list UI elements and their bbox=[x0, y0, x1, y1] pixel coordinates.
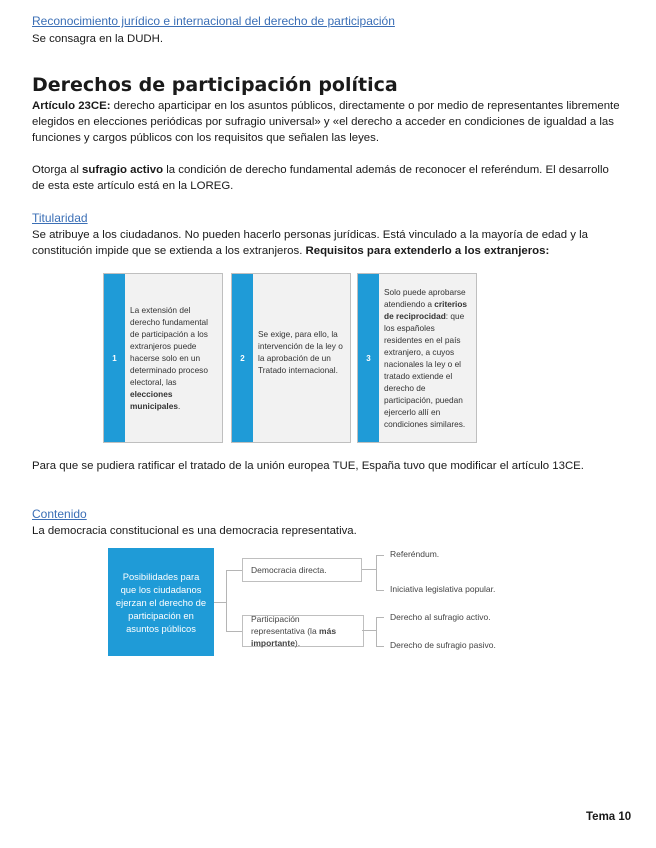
dudh-text: Se consagra en la DUDH. bbox=[32, 33, 164, 45]
diagram-connector bbox=[376, 555, 384, 556]
sufragio-paragraph bbox=[32, 162, 624, 194]
tue-paragraph: Para que se pudiera ratificar el tratado de la unión europea TUE, España tuvo que modificar el artículo 13CE. bbox=[32, 460, 584, 472]
rep-bold: más importante bbox=[251, 626, 337, 648]
diagram-connector bbox=[362, 569, 376, 570]
requirement-number: 3 bbox=[358, 274, 379, 442]
page-footer: Tema 10 bbox=[586, 811, 632, 823]
requirement-number: 1 bbox=[104, 274, 125, 442]
req1-bold: elecciones municipales bbox=[130, 389, 178, 411]
articulo-text: derecho aparticipar en los asuntos públicos, directamente o por medio de representantes libremente elegidos en elecciones periódicas por sufragio universal» y «el derecho a acceder en condiciones de igualdad a las funciones y cargos públicos con los requisitos que señalen las leyes. bbox=[32, 100, 620, 144]
diagram-connector bbox=[362, 630, 376, 631]
requirement-card-3 bbox=[357, 273, 477, 443]
section-link-contenido[interactable]: Contenido bbox=[32, 507, 87, 521]
requirement-text bbox=[130, 304, 218, 412]
participacion-representativa-box bbox=[242, 615, 364, 647]
sufragio-activo-bold: sufragio activo bbox=[82, 164, 164, 176]
leaf-sufragio-pasivo: Derecho de sufragio pasivo. bbox=[390, 640, 496, 650]
diagram-connector bbox=[226, 570, 227, 632]
diagram-connector bbox=[226, 570, 242, 571]
leaf-iniciativa: Iniciativa legislativa popular. bbox=[390, 584, 496, 594]
sufragio-text-b: la condición de derecho fundamental además de reconocer el referéndum. El desarrollo de esta este artículo está en la LOREG. bbox=[32, 164, 609, 192]
democracia-directa-box: Democracia directa. bbox=[242, 558, 362, 582]
articulo-23-paragraph bbox=[32, 98, 624, 146]
section-link-titularidad[interactable]: Titularidad bbox=[32, 211, 88, 225]
requirement-card-2 bbox=[231, 273, 351, 443]
rep-text-b: ). bbox=[294, 638, 301, 648]
titularidad-paragraph bbox=[32, 227, 630, 259]
req3-tail: : que los españoles residentes en el país extranjero, a cuyos nacionales la ley o el tratado extiende el derecho de participación, puedan ejercerlo allí en condiciones similares. bbox=[384, 311, 466, 429]
diagram-root-text: Posibilidades para que los ciudadanos ejerzan el derecho de participación en asuntos públicos bbox=[115, 570, 207, 634]
req1-text: La extensión del derecho fundamental de participación a los extranjeros puede hacerse solo en un determinado proceso electoral, las bbox=[130, 305, 208, 387]
requisitos-bold: Requisitos para extenderlo a los extranjeros: bbox=[305, 245, 550, 257]
diagram-root bbox=[108, 548, 214, 656]
diagram-connector bbox=[376, 646, 384, 647]
leaf-referendum: Referéndum. bbox=[390, 549, 440, 559]
articulo-label: Artículo 23CE: bbox=[32, 100, 111, 112]
requirement-card-1 bbox=[103, 273, 223, 443]
requirement-number: 2 bbox=[232, 274, 253, 442]
req3-text: Solo puede aprobarse atendiendo a bbox=[384, 287, 466, 309]
diagram-connector bbox=[226, 631, 242, 632]
rep-text-a: Participación representativa (la bbox=[251, 614, 320, 636]
diagram-connector bbox=[214, 602, 226, 603]
section-link-reconocimiento[interactable]: Reconocimiento jurídico e internacional del derecho de participación bbox=[32, 14, 395, 28]
sufragio-text-a: Otorga al bbox=[32, 164, 83, 176]
requirement-text bbox=[384, 286, 474, 430]
page-heading: Derechos de participación política bbox=[32, 74, 398, 96]
contenido-text: La democracia constitucional es una democracia representativa. bbox=[32, 525, 357, 537]
titularidad-text: Se atribuye a los ciudadanos. No pueden hacerlo personas jurídicas. Está vinculado a la mayoría de edad y la constitución impide que se extienda a los extranjeros. bbox=[32, 229, 588, 257]
req1-tail: . bbox=[177, 401, 181, 411]
req3-bold: criterios de reciprocidad bbox=[384, 299, 468, 321]
diagram-connector bbox=[376, 617, 377, 647]
leaf-sufragio-activo: Derecho al sufragio activo. bbox=[390, 612, 491, 622]
diagram-connector bbox=[376, 590, 384, 591]
diagram-connector bbox=[376, 555, 377, 591]
diagram-connector bbox=[376, 617, 384, 618]
requirement-text: Se exige, para ello, la intervención de la ley o la aprobación de un Tratado internacional. bbox=[258, 329, 343, 375]
